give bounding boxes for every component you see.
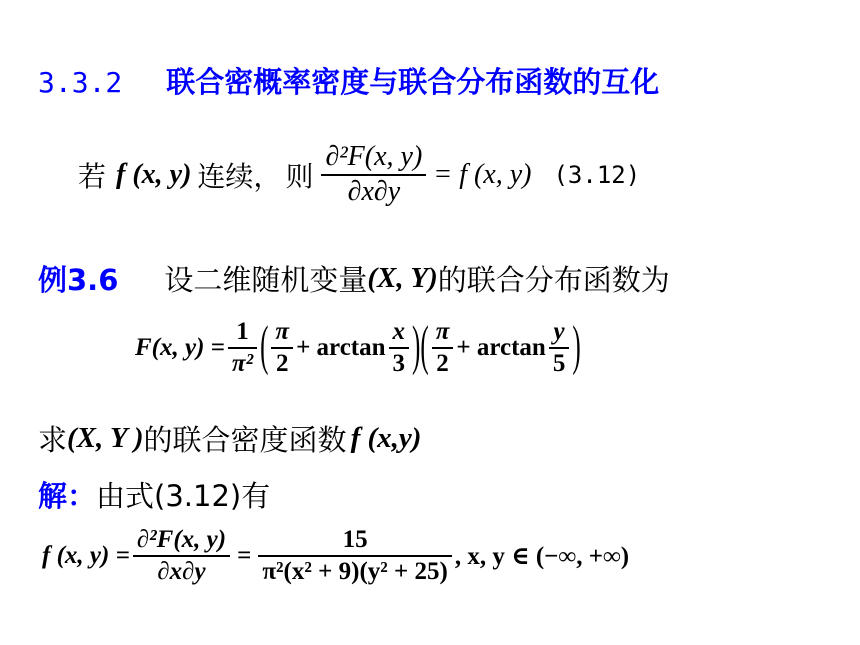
section-heading (38, 60, 659, 101)
solution-equals: = (237, 541, 252, 569)
question-text-b: 的联合密度函数 (143, 423, 347, 457)
formula-label: (3.12) (553, 160, 641, 189)
pi-over-2-b: $\frac{\pi}{2}$ (432, 318, 454, 377)
formula-fxy: f (x, y) (116, 158, 192, 190)
solution-label: 解： (38, 479, 97, 513)
section-title: 联合密概率密度与联合分布函数的互化 (166, 65, 660, 99)
coef-fraction: $\frac{1}{\text{π²}}$ (228, 318, 257, 377)
solution-derivative: $\frac{\text{∂²F(x, y)}}{\partial x\partial y}$ (133, 526, 230, 585)
formula-continuous: 连续， (197, 159, 282, 193)
example-statement (38, 258, 670, 299)
question-vars: (X, Y ) (67, 422, 144, 454)
example-vars: (X, Y) (367, 262, 438, 294)
question-f: f (x,y) (350, 422, 422, 454)
solution-text: 由式(3.12)有 (96, 479, 271, 513)
formula-3-12 (78, 142, 640, 208)
right-paren: ) (412, 316, 421, 377)
right-paren-2: ) (572, 316, 581, 377)
left-paren-2: ( (420, 316, 429, 377)
example-text-b: 的联合分布函数为 (437, 263, 670, 297)
example-question (38, 418, 421, 459)
solution-formula (42, 526, 629, 585)
formula-derivative (321, 142, 426, 208)
derivative-denominator: ∂x∂y (347, 175, 401, 207)
solution-f-lhs: f (x, y) = (42, 541, 130, 569)
x-over-3: $\frac{x}{3}$ (389, 318, 410, 377)
pi-over-2-a: $\frac{\pi}{2}$ (271, 318, 293, 377)
F-lhs: F(x, y) = (135, 333, 225, 361)
section-number: 3.3.2 (38, 66, 123, 99)
plus-arctan-a: + arctan (296, 333, 386, 361)
question-text-a: 求 (38, 423, 68, 457)
y-over-5: $\frac{y}{5}$ (549, 318, 570, 377)
solution-intro (38, 474, 270, 515)
formula-rhs: = f (x, y) (433, 158, 532, 190)
left-paren: ( (260, 316, 269, 377)
example-label: 例3.6 (38, 263, 119, 297)
plus-arctan-b: + arctan (456, 333, 546, 361)
formula-then: 则 (285, 159, 314, 193)
solution-domain: , x, y ∈ (−∞, +∞) (454, 542, 630, 570)
distribution-function (135, 318, 581, 377)
example-text-a: 设二维随机变量 (164, 263, 368, 297)
solution-result: $\frac{15}{\text{π²(x² + 9)(y² + 25)}}$ (258, 526, 451, 585)
derivative-numerator: ∂²F(x, y) (325, 141, 423, 172)
formula-prefix: 若 (78, 159, 107, 193)
